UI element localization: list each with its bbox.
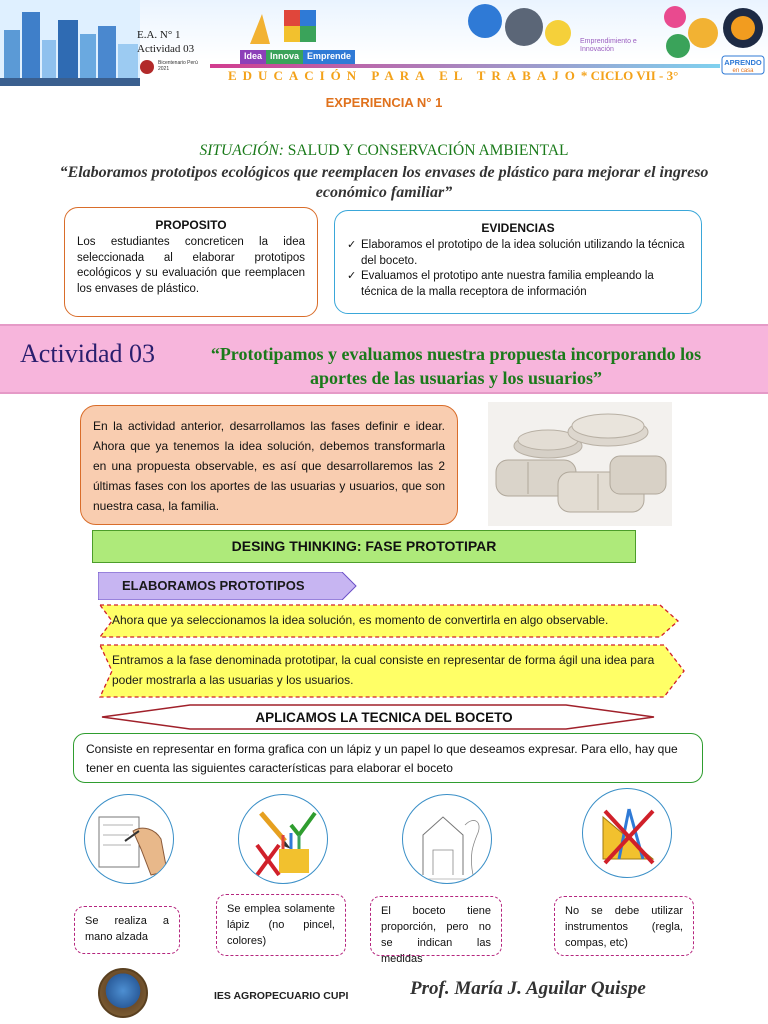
evidencia-item: ✓ Evaluamos el prototipo ante nuestra familia empleando la técnica de la malla receptora de información [347,269,689,300]
characteristic-box-1: Se realiza a mano alzada [74,906,180,954]
evidencia-item: ✓ Elaboramos el prototipo de la idea solución utilizando la técnica del boceto. [347,238,689,269]
design-thinking-bar: DESING THINKING: FASE PROTOTIPAR [92,530,636,563]
idea-innova-emprende [240,50,355,64]
sketch-proportion-icon [402,794,492,884]
no-instruments-icon [582,788,672,878]
boceto-description-box [73,733,703,783]
pencil-check-icon [238,794,328,884]
situacion-label: SITUACIÓN: [199,142,284,159]
cycle-label: * CICLO VII - 3° [580,68,679,83]
school-logo [98,968,148,1018]
header-banner [0,0,768,86]
yellow-note-1: Ahora que ya seleccionamos la idea solución, es momento de convertirla en algo observable. [112,613,609,627]
proposito-box [64,207,318,317]
aprendo-en-casa-logo [720,2,766,82]
elaboramos-title: ELABORAMOS PROTOTIPOS [122,578,305,593]
gear-icon [688,18,718,48]
yellow-note-2: Entramos a la fase denominada prototipar, la cual consiste en representar de forma ágil una idea para poder mostrarla a las usuarias y los usuarios. [112,653,655,687]
lightbulb-icon [545,20,571,46]
svg-text:en casa: en casa [732,68,754,74]
bicentenario-icon [140,60,154,74]
boceto-title: APLICAMOS LA TECNICA DEL BOCETO [255,710,513,725]
experiencia-title: EXPERIENCIA N° 1 [325,95,443,110]
emprendimiento-label: Emprendimiento e Innovación [580,38,637,53]
intro-text: En la actividad anterior, desarrollamos las fases definir e idear. Ahora que ya tenemos la idea solución, debemos transformarla en una propuesta observable, es así que desarrollaremos las 2 últimas fases con los aportes de las usuarias y usuarios, que son nuestra casa, la familia. [93,419,445,513]
situacion-line [0,142,768,160]
idea-tag: Idea [240,50,266,64]
boceto-description: Consiste en representar en forma grafica con un lápiz y un papel lo que deseamos expresar. Para ello, hay que tener en cuenta las siguientes características para elaborar el boceto [86,742,678,775]
innova-tag: Innova [266,50,303,64]
eco-containers-photo [488,402,672,526]
gear-icon [664,6,686,28]
city-skyline-illustration [0,0,140,86]
subject-title [228,68,678,84]
evidencias-box [334,210,702,314]
proposito-text: Los estudiantes concreticen la idea seleccionada al elaborar prototipos ecológicos y su evaluación que reemplacen los envases de plástico. [77,236,305,295]
subject-name: EDUCACIÓN PARA EL TRABAJO [228,68,581,83]
situacion-quote: “Elaboramos prototipos ecológicos que reemplacen los envases de plástico para mejorar el ingreso económico familiar” [59,164,709,201]
activity-number: Actividad 03 [137,43,195,55]
activity-label: Actividad 03 [20,339,156,368]
intro-box [80,405,458,525]
teacher-name: Prof. María J. Aguilar Quispe [410,978,646,999]
characteristic-box-2: Se emplea solamente lápiz (no pincel, colores) [216,894,346,956]
evidencias-list [347,238,689,300]
gear-icon [666,34,690,58]
activity-quote: “Prototipamos y evaluamos nuestra propuesta incorporando los aportes de las usuarias y los usuarios” [210,344,702,388]
ea-number: E.A. N° 1 [137,29,181,41]
proposito-title: PROPOSITO [155,218,227,232]
activity-header [137,28,194,56]
bicentenario-label: Bicentenario Perú 2021 [158,60,198,72]
gear-icon [505,8,543,46]
rocket-cube-illustration [240,4,330,50]
situacion-topic: SALUD Y CONSERVACIÓN AMBIENTAL [287,142,569,159]
evidencias-title: EVIDENCIAS [481,221,555,235]
hand-drawing-icon [84,794,174,884]
school-name: IES AGROPECUARIO CUPI [214,990,349,1002]
svg-text:APRENDO: APRENDO [724,58,762,67]
gear-icon [468,4,502,38]
characteristic-box-3: El boceto tiene proporción, pero no se indican las medidas [370,896,502,956]
emprende-tag: Emprende [303,50,355,64]
characteristic-box-4: No se debe utilizar instrumentos (regla, compas, etc) [554,896,694,956]
